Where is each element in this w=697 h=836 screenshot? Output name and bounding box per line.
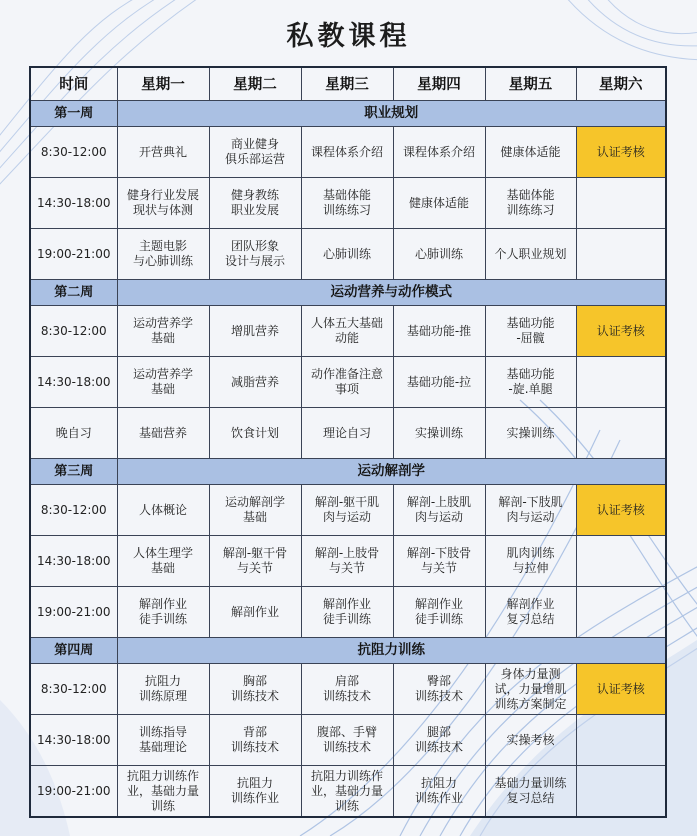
course-cell-fri: 基础体能 训练练习: [485, 178, 576, 229]
course-cell-fri: 肌肉训练 与拉伸: [485, 536, 576, 587]
course-cell-tue: 饮食计划: [209, 408, 301, 459]
course-cell-fri: 解剖作业 复习总结: [485, 587, 576, 638]
course-cell-wed: 解剖作业 徒手训练: [301, 587, 393, 638]
week-theme: 抗阻力训练: [117, 638, 666, 664]
certification-cell: 认证考核: [576, 127, 666, 178]
table-row: [30, 357, 666, 408]
course-cell-tue: 运动解剖学 基础: [209, 485, 301, 536]
course-cell-sat: [576, 715, 666, 766]
header-tuesday: 星期二: [209, 67, 301, 101]
course-cell-thu: 臀部 训练技术: [393, 664, 485, 715]
course-cell-tue: 胸部 训练技术: [209, 664, 301, 715]
table-row: [30, 664, 666, 715]
course-cell-thu: 解剖-下肢骨 与关节: [393, 536, 485, 587]
course-cell-fri: 健康体适能: [485, 127, 576, 178]
course-cell-thu: 心肺训练: [393, 229, 485, 280]
course-cell-sat: [576, 408, 666, 459]
course-cell-tue: 解剖作业: [209, 587, 301, 638]
course-cell-wed: 肩部 训练技术: [301, 664, 393, 715]
course-cell-sat: [576, 766, 666, 818]
table-row: [30, 178, 666, 229]
course-cell-fri: 基础功能 -屈髋: [485, 306, 576, 357]
header-row: [30, 67, 666, 101]
table-row: [30, 127, 666, 178]
header-wednesday: 星期三: [301, 67, 393, 101]
course-cell-mon: 运动营养学 基础: [117, 357, 209, 408]
course-cell-mon: 人体概论: [117, 485, 209, 536]
time-cell: 19:00-21:00: [30, 229, 117, 280]
course-cell-tue: 减脂营养: [209, 357, 301, 408]
course-cell-tue: 团队形象 设计与展示: [209, 229, 301, 280]
course-cell-wed: 解剖-上肢骨 与关节: [301, 536, 393, 587]
course-cell-mon: 抗阻力训练作 业，基础力量 训练: [117, 766, 209, 818]
course-cell-wed: 解剖-躯干肌 肉与运动: [301, 485, 393, 536]
week-theme: 运动营养与动作模式: [117, 280, 666, 306]
table-row: [30, 485, 666, 536]
course-cell-tue: 健身教练 职业发展: [209, 178, 301, 229]
course-cell-thu: 基础功能-拉: [393, 357, 485, 408]
course-cell-fri: 解剖-下肢肌 肉与运动: [485, 485, 576, 536]
week-label: 第三周: [30, 459, 117, 485]
header-thursday: 星期四: [393, 67, 485, 101]
table-row: [30, 536, 666, 587]
course-cell-tue: 背部 训练技术: [209, 715, 301, 766]
course-cell-mon: 解剖作业 徒手训练: [117, 587, 209, 638]
course-cell-wed: 理论自习: [301, 408, 393, 459]
week-label: 第一周: [30, 101, 117, 127]
course-cell-mon: 主题电影 与心肺训练: [117, 229, 209, 280]
table-row: [30, 229, 666, 280]
course-cell-mon: 运动营养学 基础: [117, 306, 209, 357]
table-row: [30, 766, 666, 818]
course-cell-mon: 抗阻力 训练原理: [117, 664, 209, 715]
course-cell-mon: 开营典礼: [117, 127, 209, 178]
course-cell-thu: 抗阻力 训练作业: [393, 766, 485, 818]
time-cell: 8:30-12:00: [30, 485, 117, 536]
course-cell-wed: 人体五大基础 动能: [301, 306, 393, 357]
course-cell-thu: 解剖作业 徒手训练: [393, 587, 485, 638]
week-header-row: [30, 101, 666, 127]
course-cell-mon: 人体生理学 基础: [117, 536, 209, 587]
course-cell-wed: 动作准备注意 事项: [301, 357, 393, 408]
table-row: [30, 587, 666, 638]
certification-cell: 认证考核: [576, 306, 666, 357]
time-cell: 19:00-21:00: [30, 766, 117, 818]
course-cell-fri: 实操考核: [485, 715, 576, 766]
time-cell: 19:00-21:00: [30, 587, 117, 638]
time-cell: 8:30-12:00: [30, 306, 117, 357]
time-cell: 14:30-18:00: [30, 536, 117, 587]
course-cell-sat: [576, 536, 666, 587]
course-cell-fri: 基础力量训练 复习总结: [485, 766, 576, 818]
time-cell: 8:30-12:00: [30, 664, 117, 715]
week-header-row: [30, 459, 666, 485]
course-cell-mon: 训练指导 基础理论: [117, 715, 209, 766]
course-cell-thu: 课程体系介绍: [393, 127, 485, 178]
course-cell-wed: 抗阻力训练作 业，基础力量 训练: [301, 766, 393, 818]
time-cell: 8:30-12:00: [30, 127, 117, 178]
week-theme: 运动解剖学: [117, 459, 666, 485]
header-friday: 星期五: [485, 67, 576, 101]
course-cell-wed: 心肺训练: [301, 229, 393, 280]
course-cell-sat: [576, 587, 666, 638]
table-row: [30, 408, 666, 459]
week-header-row: [30, 280, 666, 306]
table-row: [30, 306, 666, 357]
schedule-table: [29, 66, 667, 818]
course-cell-fri: 身体力量测 试，力量增肌 训练方案制定: [485, 664, 576, 715]
time-cell: 14:30-18:00: [30, 178, 117, 229]
week-theme: 职业规划: [117, 101, 666, 127]
course-cell-thu: 解剖-上肢肌 肉与运动: [393, 485, 485, 536]
course-cell-tue: 解剖-躯干骨 与关节: [209, 536, 301, 587]
course-cell-wed: 腹部、手臂 训练技术: [301, 715, 393, 766]
certification-cell: 认证考核: [576, 664, 666, 715]
course-cell-sat: [576, 178, 666, 229]
course-cell-sat: [576, 357, 666, 408]
week-label: 第四周: [30, 638, 117, 664]
table-row: [30, 715, 666, 766]
week-header-row: [30, 638, 666, 664]
course-cell-thu: 基础功能-推: [393, 306, 485, 357]
course-cell-fri: 实操训练: [485, 408, 576, 459]
course-cell-thu: 腿部 训练技术: [393, 715, 485, 766]
course-cell-wed: 基础体能 训练练习: [301, 178, 393, 229]
course-cell-tue: 抗阻力 训练作业: [209, 766, 301, 818]
course-cell-thu: 健康体适能: [393, 178, 485, 229]
course-cell-mon: 基础营养: [117, 408, 209, 459]
week-label: 第二周: [30, 280, 117, 306]
header-saturday: 星期六: [576, 67, 666, 101]
course-cell-thu: 实操训练: [393, 408, 485, 459]
course-cell-fri: 个人职业规划: [485, 229, 576, 280]
course-cell-tue: 增肌营养: [209, 306, 301, 357]
course-cell-wed: 课程体系介绍: [301, 127, 393, 178]
course-cell-tue: 商业健身 俱乐部运营: [209, 127, 301, 178]
certification-cell: 认证考核: [576, 485, 666, 536]
time-cell: 14:30-18:00: [30, 357, 117, 408]
course-cell-fri: 基础功能 -旋.单腿: [485, 357, 576, 408]
schedule-body: [30, 101, 666, 818]
course-cell-mon: 健身行业发展 现状与体测: [117, 178, 209, 229]
time-cell: 晚自习: [30, 408, 117, 459]
time-cell: 14:30-18:00: [30, 715, 117, 766]
header-monday: 星期一: [117, 67, 209, 101]
header-time: 时间: [30, 67, 117, 101]
course-cell-sat: [576, 229, 666, 280]
page-title: 私教课程: [286, 21, 411, 52]
